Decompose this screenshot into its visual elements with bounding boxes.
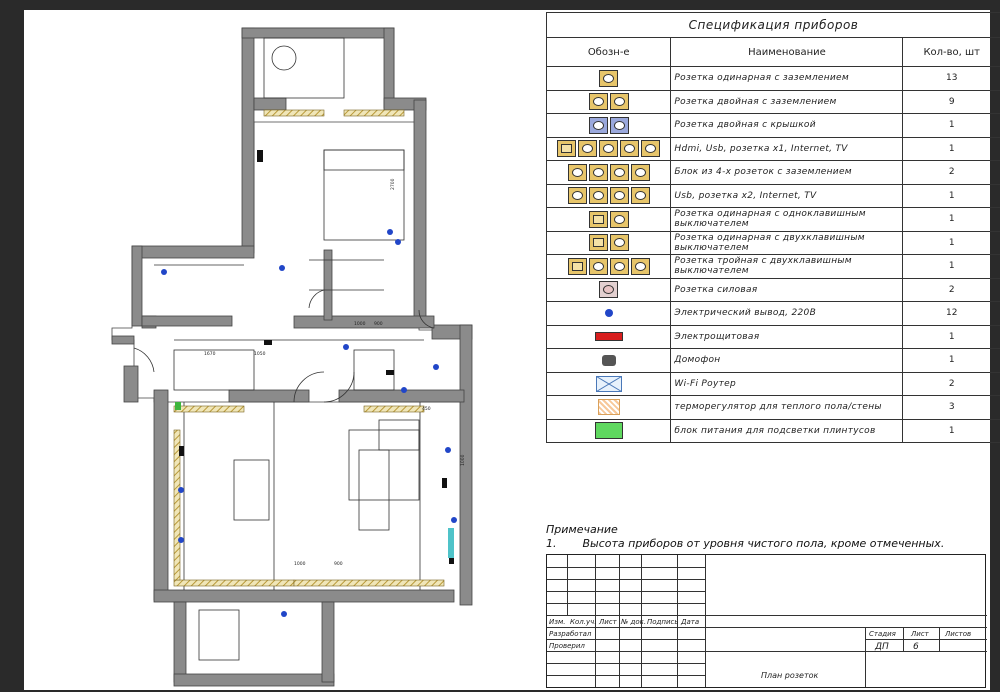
- thermostat-icon: [547, 396, 671, 420]
- svg-text:450: 450: [422, 407, 431, 412]
- row-name: Розетка тройная с двухклавишным выключателем: [671, 255, 903, 279]
- note-number: 1.: [546, 537, 557, 550]
- table-row: [547, 278, 1000, 302]
- socket-triple-switch-icon: [547, 255, 671, 279]
- table-row: [547, 67, 1000, 91]
- floor-plan: [24, 10, 544, 690]
- row-qty: 1: [903, 255, 1000, 279]
- spec-table: [546, 12, 1000, 443]
- stamp-col-izm: Изм.: [549, 618, 566, 626]
- usb-block-icon: [547, 184, 671, 208]
- table-row: [547, 161, 1000, 185]
- row-name: Электрощитовая: [671, 325, 903, 349]
- row-name: Розетка одинарная с заземлением: [671, 67, 903, 91]
- table-row: [547, 349, 1000, 373]
- stamp-col-doc: № док.: [621, 618, 647, 626]
- row-name: Электрический вывод, 220В: [671, 302, 903, 326]
- table-row: [547, 184, 1000, 208]
- intercom-icon: [547, 349, 671, 373]
- stamp-sheet-label: Лист: [911, 630, 929, 638]
- stamp-sheets-label: Листов: [945, 630, 972, 638]
- socket-switch-2-icon: [547, 231, 671, 255]
- row-qty: 1: [903, 349, 1000, 373]
- col-header-symbol: Обозн-е: [547, 38, 671, 67]
- row-qty: 1: [903, 231, 1000, 255]
- note-text: Высота приборов от уровня чистого пола, кроме отмеченных.: [582, 537, 945, 550]
- stamp-stage-label: Стадия: [869, 630, 896, 638]
- row-qty: 9: [903, 90, 1000, 114]
- row-name: терморегулятор для теплого пола/стены: [671, 396, 903, 420]
- row-name: Домофон: [671, 349, 903, 373]
- note-heading: Примечание: [546, 523, 618, 536]
- row-name: Розетка двойная с крышкой: [671, 114, 903, 138]
- row-name: Hdmi, Usb, розетка x1, Internet, TV: [671, 137, 903, 161]
- socket-double-lid-icon: [547, 114, 671, 138]
- stamp-col-list: Лист: [599, 618, 617, 626]
- row-name: блок питания для подсветки плинтусов: [671, 419, 903, 443]
- row-qty: 2: [903, 278, 1000, 302]
- svg-text:2700: 2700: [391, 178, 396, 190]
- row-qty: 12: [903, 302, 1000, 326]
- hdmi-block-icon: [547, 137, 671, 161]
- stamp-stage: ДП: [875, 642, 889, 652]
- svg-text:1000: 1000: [461, 454, 466, 466]
- electric-outlet-icon: [547, 302, 671, 326]
- stamp-developed: Разработал: [549, 630, 592, 638]
- row-name: Розетка двойная с заземлением: [671, 90, 903, 114]
- note-item: [546, 537, 944, 550]
- socket-single-icon: [547, 67, 671, 91]
- table-row: [547, 90, 1000, 114]
- row-qty: 1: [903, 184, 1000, 208]
- stamp-sheet: 6: [913, 642, 919, 652]
- stamp-col-koluch: Кол.уч.: [570, 618, 597, 626]
- block-4-icon: [547, 161, 671, 185]
- socket-double-icon: [547, 90, 671, 114]
- row-qty: 1: [903, 325, 1000, 349]
- spec-title: Спецификация приборов: [547, 13, 1000, 38]
- table-row: [547, 255, 1000, 279]
- table-row: [547, 325, 1000, 349]
- row-name: Блок из 4-х розеток с заземлением: [671, 161, 903, 185]
- stamp-checked: Проверил: [549, 642, 585, 650]
- svg-text:900: 900: [374, 322, 383, 327]
- svg-text:1000: 1000: [354, 322, 366, 327]
- wifi-icon: [547, 372, 671, 396]
- svg-text:1050: 1050: [254, 352, 266, 357]
- drawing-title: План розеток: [761, 671, 819, 680]
- row-qty: 2: [903, 161, 1000, 185]
- col-header-name: Наименование: [671, 38, 903, 67]
- row-qty: 3: [903, 396, 1000, 420]
- svg-text:1670: 1670: [204, 352, 216, 357]
- table-row: [547, 302, 1000, 326]
- row-qty: 1: [903, 419, 1000, 443]
- table-row: [547, 208, 1000, 232]
- power-socket-icon: [547, 278, 671, 302]
- svg-text:900: 900: [334, 562, 343, 567]
- drawing-sheet: [24, 10, 990, 690]
- row-qty: 1: [903, 137, 1000, 161]
- row-name: Usb, розетка x2, Internet, TV: [671, 184, 903, 208]
- panel-icon: [547, 325, 671, 349]
- led-psu-icon: [547, 419, 671, 443]
- col-header-qty: Кол-во, шт: [903, 38, 1000, 67]
- socket-switch-1-icon: [547, 208, 671, 232]
- svg-text:1000: 1000: [294, 562, 306, 567]
- row-qty: 13: [903, 67, 1000, 91]
- row-name: Розетка одинарная с одноклавишным выключателем: [671, 208, 903, 232]
- table-row: [547, 396, 1000, 420]
- row-name: Розетка одинарная с двухклавишным выключателем: [671, 231, 903, 255]
- row-qty: 2: [903, 372, 1000, 396]
- table-row: [547, 114, 1000, 138]
- table-row: [547, 231, 1000, 255]
- row-name: Розетка силовая: [671, 278, 903, 302]
- stamp-col-sign: Подпись: [647, 618, 679, 626]
- table-row: [547, 419, 1000, 443]
- table-row: [547, 372, 1000, 396]
- row-qty: 1: [903, 114, 1000, 138]
- title-block: [546, 554, 986, 688]
- row-qty: 1: [903, 208, 1000, 232]
- stamp-col-date: Дата: [681, 618, 700, 626]
- row-name: Wi-Fi Роутер: [671, 372, 903, 396]
- table-row: [547, 137, 1000, 161]
